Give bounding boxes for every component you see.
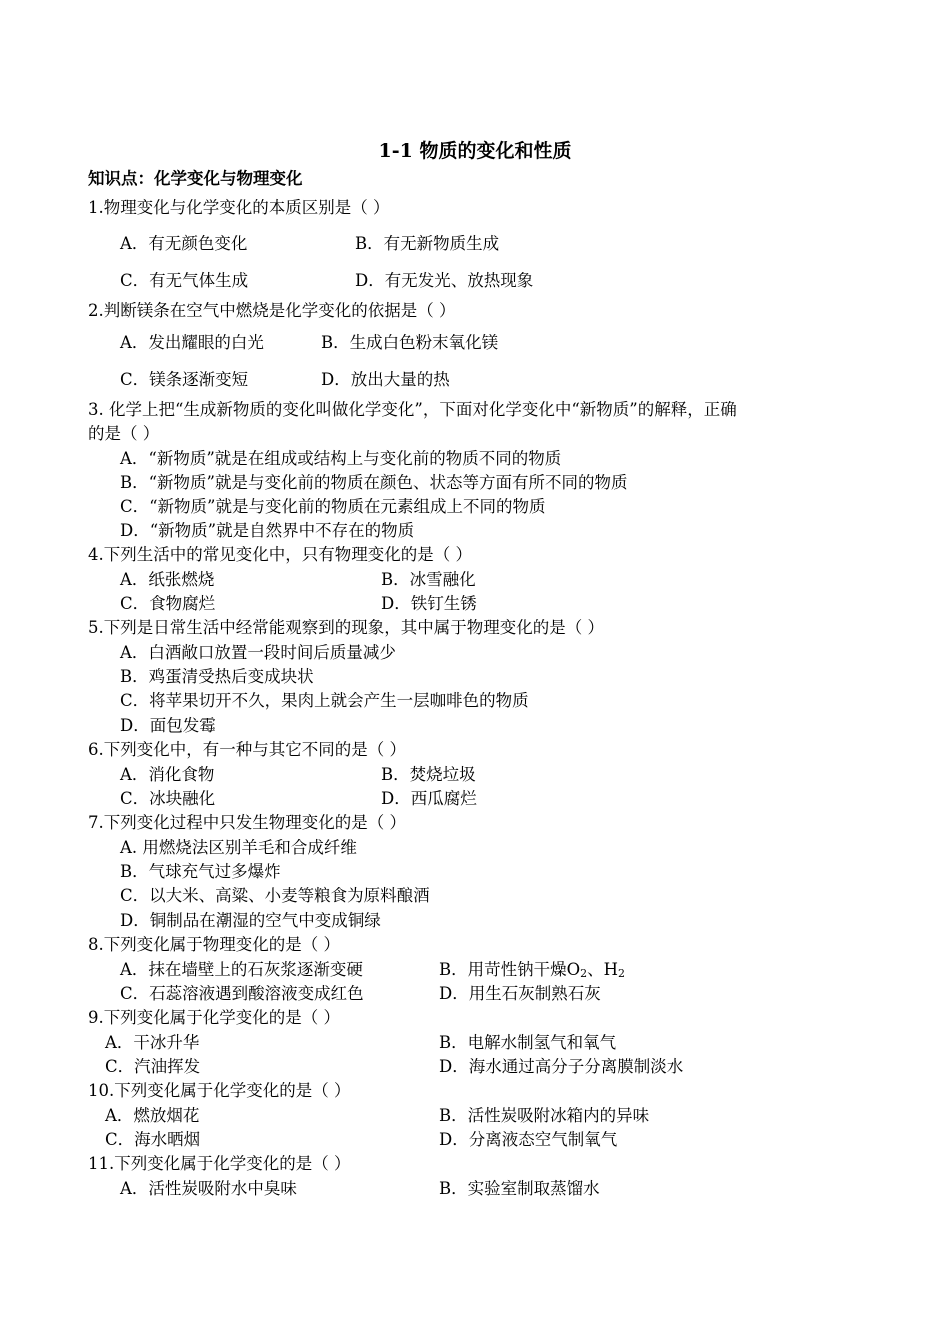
- q7-option-c: C．以大米、高粱、小麦等粮食为原料酿酒: [120, 886, 430, 905]
- q9-option-a: A．干冰升华: [105, 1033, 200, 1052]
- q7-stem: 7.下列变化过程中只发生物理变化的是（ ）: [88, 813, 406, 832]
- q8-option-d: D．用生石灰制熟石灰: [439, 984, 601, 1003]
- q4-option-a: A．纸张燃烧: [120, 570, 215, 589]
- q6-option-b: B．焚烧垃圾: [381, 765, 476, 784]
- q10-option-d: D．分离液态空气制氧气: [439, 1130, 618, 1149]
- q9-option-c: C．汽油挥发: [105, 1057, 201, 1076]
- q10-stem: 10.下列变化属于化学变化的是（ ）: [88, 1081, 351, 1100]
- q10-option-a: A．燃放烟花: [105, 1106, 200, 1125]
- q2-option-d: D．放出大量的热: [321, 370, 450, 389]
- q1-option-a: A．有无颜色变化: [120, 234, 248, 253]
- q10-option-b: B．活性炭吸附冰箱内的异味: [439, 1106, 650, 1125]
- q3-stem-line2: 的是（ ）: [88, 424, 160, 443]
- q8-option-b-text: B．用苛性钠干燥O: [439, 960, 581, 979]
- q1-stem: 1.物理变化与化学变化的本质区别是（ ）: [88, 198, 390, 217]
- q8-stem: 8.下列变化属于物理变化的是（ ）: [88, 935, 340, 954]
- q5-option-b: B．鸡蛋清受热后变成块状: [120, 667, 314, 686]
- q9-option-b: B．电解水制氢气和氧气: [439, 1033, 617, 1052]
- q6-stem: 6.下列变化中，有一种与其它不同的是（ ）: [88, 740, 406, 759]
- q8-option-b-text-2: 、H: [587, 960, 619, 979]
- q10-option-c: C．海水晒烟: [105, 1130, 201, 1149]
- q1-option-d: D．有无发光、放热现象: [355, 271, 534, 290]
- q1-option-b: B．有无新物质生成: [355, 234, 500, 253]
- q3-stem-line1: 3. 化学上把“生成新物质的变化叫做化学变化”，下面对化学变化中“新物质”的解释，正确: [88, 400, 737, 419]
- q2-option-c: C．镁条逐渐变短: [120, 370, 249, 389]
- q3-option-b: B．“新物质”就是与变化前的物质在颜色、状态等方面有所不同的物质: [120, 473, 628, 492]
- q4-option-d: D．铁钉生锈: [381, 594, 477, 613]
- q7-option-d: D．铜制品在潮湿的空气中变成铜绿: [120, 911, 381, 930]
- q5-option-a: A．白酒敞口放置一段时间后质量减少: [120, 643, 396, 662]
- q9-option-d: D．海水通过高分子分离膜制淡水: [439, 1057, 684, 1076]
- q5-option-c: C．将苹果切开不久，果肉上就会产生一层咖啡色的物质: [120, 691, 529, 710]
- q3-option-c: C．“新物质”就是与变化前的物质在元素组成上不同的物质: [120, 497, 546, 516]
- q8-option-b: [439, 959, 625, 985]
- q8-option-c: C．石蕊溶液遇到酸溶液变成红色: [120, 984, 364, 1003]
- q3-option-a: A．“新物质”就是在组成或结构上与变化前的物质不同的物质: [120, 449, 562, 468]
- q5-option-d: D．面包发霉: [120, 716, 216, 735]
- q11-option-b: B．实验室制取蒸馏水: [439, 1179, 600, 1198]
- q5-stem: 5.下列是日常生活中经常能观察到的现象，其中属于物理变化的是（ ）: [88, 618, 604, 637]
- q8-subscript-h2: 2: [618, 967, 626, 980]
- q7-option-b: B．气球充气过多爆炸: [120, 862, 281, 881]
- q4-option-b: B．冰雪融化: [381, 570, 476, 589]
- q4-option-c: C．食物腐烂: [120, 594, 216, 613]
- q4-stem: 4.下列生活中的常见变化中，只有物理变化的是（ ）: [88, 545, 472, 564]
- page-title: 1-1 物质的变化和性质: [378, 140, 572, 162]
- q6-option-d: D．西瓜腐烂: [381, 789, 477, 808]
- q9-stem: 9.下列变化属于化学变化的是（ ）: [88, 1008, 340, 1027]
- q11-option-a: A．活性炭吸附水中臭味: [120, 1179, 297, 1198]
- q6-option-a: A．消化食物: [120, 765, 215, 784]
- q6-option-c: C．冰块融化: [120, 789, 216, 808]
- q3-option-d: D．“新物质”就是自然界中不存在的物质: [120, 521, 415, 540]
- q2-option-b: B．生成白色粉末氧化镁: [321, 333, 499, 352]
- q2-stem: 2.判断镁条在空气中燃烧是化学变化的依据是（ ）: [88, 301, 456, 320]
- q8-subscript-o2: 2: [580, 967, 588, 980]
- section-heading: 知识点：化学变化与物理变化: [88, 169, 303, 188]
- q1-option-c: C．有无气体生成: [120, 271, 249, 290]
- q11-stem: 11.下列变化属于化学变化的是（ ）: [88, 1154, 351, 1173]
- q7-option-a: A. 用燃烧法区别羊毛和合成纤维: [120, 838, 357, 857]
- q8-option-a: A．抹在墙壁上的石灰浆逐渐变硬: [120, 960, 363, 979]
- q2-option-a: A．发出耀眼的白光: [120, 333, 264, 352]
